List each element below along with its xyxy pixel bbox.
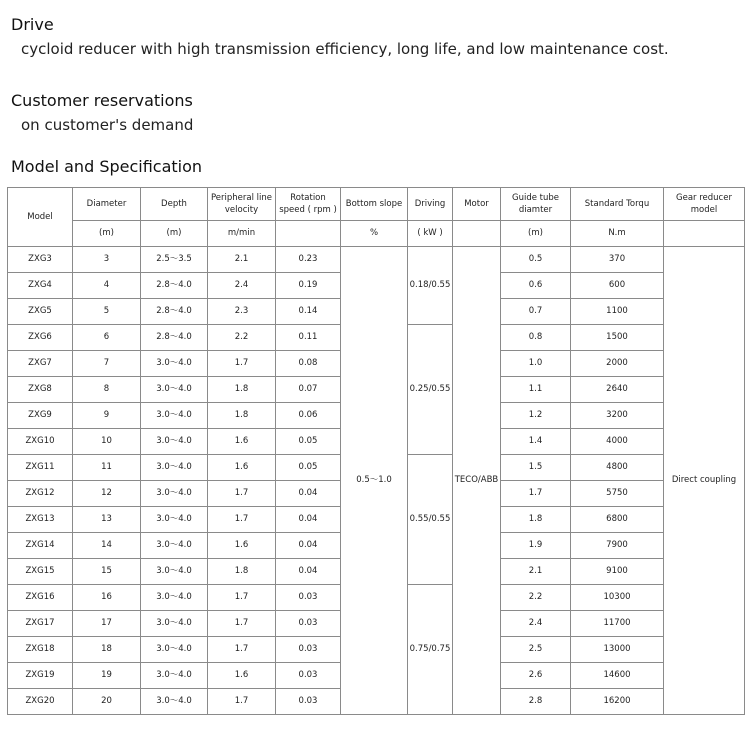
cell-diameter: 17 — [73, 611, 141, 637]
unit-bottom-slope: % — [341, 221, 408, 247]
cell-peripheral-velocity: 1.8 — [208, 559, 276, 585]
cell-depth: 3.0～4.0 — [141, 559, 208, 585]
cell-model: ZXG4 — [8, 273, 73, 299]
cell-diameter: 13 — [73, 507, 141, 533]
spec-table-body — [8, 247, 745, 715]
cell-depth: 3.0～4.0 — [141, 585, 208, 611]
cell-standard-torque: 6800 — [571, 507, 664, 533]
unit-motor — [453, 221, 501, 247]
cell-peripheral-velocity: 1.6 — [208, 533, 276, 559]
cell-peripheral-velocity: 1.7 — [208, 585, 276, 611]
cell-standard-torque: 1100 — [571, 299, 664, 325]
header-driving: Driving — [408, 188, 453, 221]
cell-guide-tube: 2.6 — [501, 663, 571, 689]
cell-standard-torque: 16200 — [571, 689, 664, 715]
cell-guide-tube: 1.0 — [501, 351, 571, 377]
header-motor: Motor — [453, 188, 501, 221]
cell-peripheral-velocity: 1.6 — [208, 455, 276, 481]
cell-depth: 2.8～4.0 — [141, 299, 208, 325]
header-bottom-slope: Bottom slope — [341, 188, 408, 221]
cell-model: ZXG20 — [8, 689, 73, 715]
cell-model: ZXG10 — [8, 429, 73, 455]
cell-peripheral-velocity: 2.3 — [208, 299, 276, 325]
header-gear-reducer: Gear reducer model — [664, 188, 745, 221]
cell-model: ZXG9 — [8, 403, 73, 429]
customer-reservations-heading: Customer reservations — [11, 91, 193, 110]
cell-peripheral-velocity: 1.8 — [208, 403, 276, 429]
cell-rotation-speed: 0.03 — [276, 663, 341, 689]
cell-rotation-speed: 0.14 — [276, 299, 341, 325]
cell-rotation-speed: 0.03 — [276, 689, 341, 715]
cell-model: ZXG17 — [8, 611, 73, 637]
cell-rotation-speed: 0.04 — [276, 559, 341, 585]
cell-standard-torque: 9100 — [571, 559, 664, 585]
cell-model: ZXG5 — [8, 299, 73, 325]
cell-peripheral-velocity: 1.7 — [208, 689, 276, 715]
cell-depth: 3.0～4.0 — [141, 507, 208, 533]
cell-guide-tube: 0.8 — [501, 325, 571, 351]
cell-standard-torque: 3200 — [571, 403, 664, 429]
cell-diameter: 19 — [73, 663, 141, 689]
cell-peripheral-velocity: 2.4 — [208, 273, 276, 299]
cell-gear-reducer: Direct coupling — [664, 247, 745, 715]
cell-standard-torque: 2000 — [571, 351, 664, 377]
header-depth: Depth — [141, 188, 208, 221]
cell-diameter: 15 — [73, 559, 141, 585]
cell-rotation-speed: 0.03 — [276, 585, 341, 611]
cell-peripheral-velocity: 2.1 — [208, 247, 276, 273]
cell-depth: 3.0～4.0 — [141, 637, 208, 663]
cell-model: ZXG19 — [8, 663, 73, 689]
cell-model: ZXG12 — [8, 481, 73, 507]
drive-heading: Drive — [11, 15, 54, 34]
cell-guide-tube: 1.5 — [501, 455, 571, 481]
spec-table — [7, 187, 745, 715]
cell-rotation-speed: 0.19 — [276, 273, 341, 299]
cell-guide-tube: 2.8 — [501, 689, 571, 715]
cell-depth: 2.8～4.0 — [141, 273, 208, 299]
cell-bottom-slope: 0.5～1.0 — [341, 247, 408, 715]
cell-peripheral-velocity: 1.8 — [208, 377, 276, 403]
cell-standard-torque: 600 — [571, 273, 664, 299]
cell-depth: 3.0～4.0 — [141, 455, 208, 481]
cell-peripheral-velocity: 2.2 — [208, 325, 276, 351]
cell-diameter: 3 — [73, 247, 141, 273]
cell-peripheral-velocity: 1.6 — [208, 663, 276, 689]
cell-guide-tube: 1.4 — [501, 429, 571, 455]
cell-model: ZXG18 — [8, 637, 73, 663]
cell-motor: TECO/ABB — [453, 247, 501, 715]
cell-diameter: 20 — [73, 689, 141, 715]
cell-rotation-speed: 0.08 — [276, 351, 341, 377]
cell-driving: 0.75/0.75 — [408, 585, 453, 715]
cell-guide-tube: 1.9 — [501, 533, 571, 559]
cell-diameter: 5 — [73, 299, 141, 325]
cell-depth: 2.5～3.5 — [141, 247, 208, 273]
cell-rotation-speed: 0.03 — [276, 611, 341, 637]
cell-diameter: 18 — [73, 637, 141, 663]
unit-driving: ( kW ) — [408, 221, 453, 247]
model-spec-heading: Model and Specification — [11, 157, 203, 176]
cell-standard-torque: 1500 — [571, 325, 664, 351]
cell-depth: 3.0～4.0 — [141, 481, 208, 507]
cell-diameter: 16 — [73, 585, 141, 611]
cell-guide-tube: 0.7 — [501, 299, 571, 325]
unit-gear-reducer — [664, 221, 745, 247]
header-diameter: Diameter — [73, 188, 141, 221]
cell-diameter: 4 — [73, 273, 141, 299]
cell-rotation-speed: 0.04 — [276, 507, 341, 533]
cell-depth: 3.0～4.0 — [141, 351, 208, 377]
cell-guide-tube: 2.4 — [501, 611, 571, 637]
cell-diameter: 10 — [73, 429, 141, 455]
cell-diameter: 6 — [73, 325, 141, 351]
cell-rotation-speed: 0.05 — [276, 429, 341, 455]
drive-description: cycloid reducer with high transmission efficiency, long life, and low maintenance cost. — [21, 40, 669, 58]
cell-model: ZXG13 — [8, 507, 73, 533]
header-standard-torque: Standard Torqu — [571, 188, 664, 221]
cell-rotation-speed: 0.07 — [276, 377, 341, 403]
cell-rotation-speed: 0.04 — [276, 533, 341, 559]
cell-standard-torque: 11700 — [571, 611, 664, 637]
cell-depth: 3.0～4.0 — [141, 611, 208, 637]
unit-depth: (m) — [141, 221, 208, 247]
header-model: Model — [8, 188, 73, 247]
cell-guide-tube: 1.7 — [501, 481, 571, 507]
cell-standard-torque: 4000 — [571, 429, 664, 455]
cell-peripheral-velocity: 1.7 — [208, 481, 276, 507]
cell-guide-tube: 2.5 — [501, 637, 571, 663]
cell-depth: 3.0～4.0 — [141, 533, 208, 559]
cell-standard-torque: 370 — [571, 247, 664, 273]
cell-diameter: 12 — [73, 481, 141, 507]
cell-rotation-speed: 0.06 — [276, 403, 341, 429]
cell-model: ZXG6 — [8, 325, 73, 351]
header-peripheral-velocity: Peripheral line velocity — [208, 188, 276, 221]
cell-model: ZXG3 — [8, 247, 73, 273]
cell-guide-tube: 0.6 — [501, 273, 571, 299]
cell-rotation-speed: 0.04 — [276, 481, 341, 507]
cell-depth: 3.0～4.0 — [141, 663, 208, 689]
cell-model: ZXG7 — [8, 351, 73, 377]
cell-standard-torque: 5750 — [571, 481, 664, 507]
unit-peripheral-velocity: m/min — [208, 221, 276, 247]
cell-diameter: 11 — [73, 455, 141, 481]
cell-depth: 3.0～4.0 — [141, 377, 208, 403]
cell-standard-torque: 14600 — [571, 663, 664, 689]
cell-peripheral-velocity: 1.7 — [208, 351, 276, 377]
cell-standard-torque: 10300 — [571, 585, 664, 611]
cell-guide-tube: 2.1 — [501, 559, 571, 585]
cell-guide-tube: 1.8 — [501, 507, 571, 533]
cell-standard-torque: 13000 — [571, 637, 664, 663]
cell-depth: 3.0～4.0 — [141, 429, 208, 455]
cell-peripheral-velocity: 1.7 — [208, 507, 276, 533]
cell-peripheral-velocity: 1.7 — [208, 611, 276, 637]
cell-guide-tube: 2.2 — [501, 585, 571, 611]
cell-model: ZXG15 — [8, 559, 73, 585]
cell-driving: 0.25/0.55 — [408, 325, 453, 455]
table-row — [8, 247, 745, 273]
cell-rotation-speed: 0.23 — [276, 247, 341, 273]
header-guide-tube: Guide tube diamter — [501, 188, 571, 221]
cell-driving: 0.55/0.55 — [408, 455, 453, 585]
unit-diameter: (m) — [73, 221, 141, 247]
cell-model: ZXG16 — [8, 585, 73, 611]
cell-depth: 2.8～4.0 — [141, 325, 208, 351]
cell-diameter: 7 — [73, 351, 141, 377]
header-rotation-speed: Rotation speed ( rpm ) — [276, 188, 341, 221]
cell-guide-tube: 0.5 — [501, 247, 571, 273]
cell-model: ZXG8 — [8, 377, 73, 403]
cell-standard-torque: 4800 — [571, 455, 664, 481]
cell-rotation-speed: 0.05 — [276, 455, 341, 481]
unit-rotation-speed — [276, 221, 341, 247]
cell-standard-torque: 7900 — [571, 533, 664, 559]
unit-standard-torque: N.m — [571, 221, 664, 247]
cell-standard-torque: 2640 — [571, 377, 664, 403]
cell-driving: 0.18/0.55 — [408, 247, 453, 325]
cell-diameter: 8 — [73, 377, 141, 403]
cell-guide-tube: 1.1 — [501, 377, 571, 403]
cell-diameter: 9 — [73, 403, 141, 429]
cell-depth: 3.0～4.0 — [141, 403, 208, 429]
cell-rotation-speed: 0.11 — [276, 325, 341, 351]
cell-diameter: 14 — [73, 533, 141, 559]
unit-guide-tube: (m) — [501, 221, 571, 247]
cell-guide-tube: 1.2 — [501, 403, 571, 429]
cell-peripheral-velocity: 1.7 — [208, 637, 276, 663]
cell-model: ZXG11 — [8, 455, 73, 481]
cell-model: ZXG14 — [8, 533, 73, 559]
cell-peripheral-velocity: 1.6 — [208, 429, 276, 455]
customer-reservations-text: on customer's demand — [21, 116, 194, 134]
cell-depth: 3.0～4.0 — [141, 689, 208, 715]
cell-rotation-speed: 0.03 — [276, 637, 341, 663]
